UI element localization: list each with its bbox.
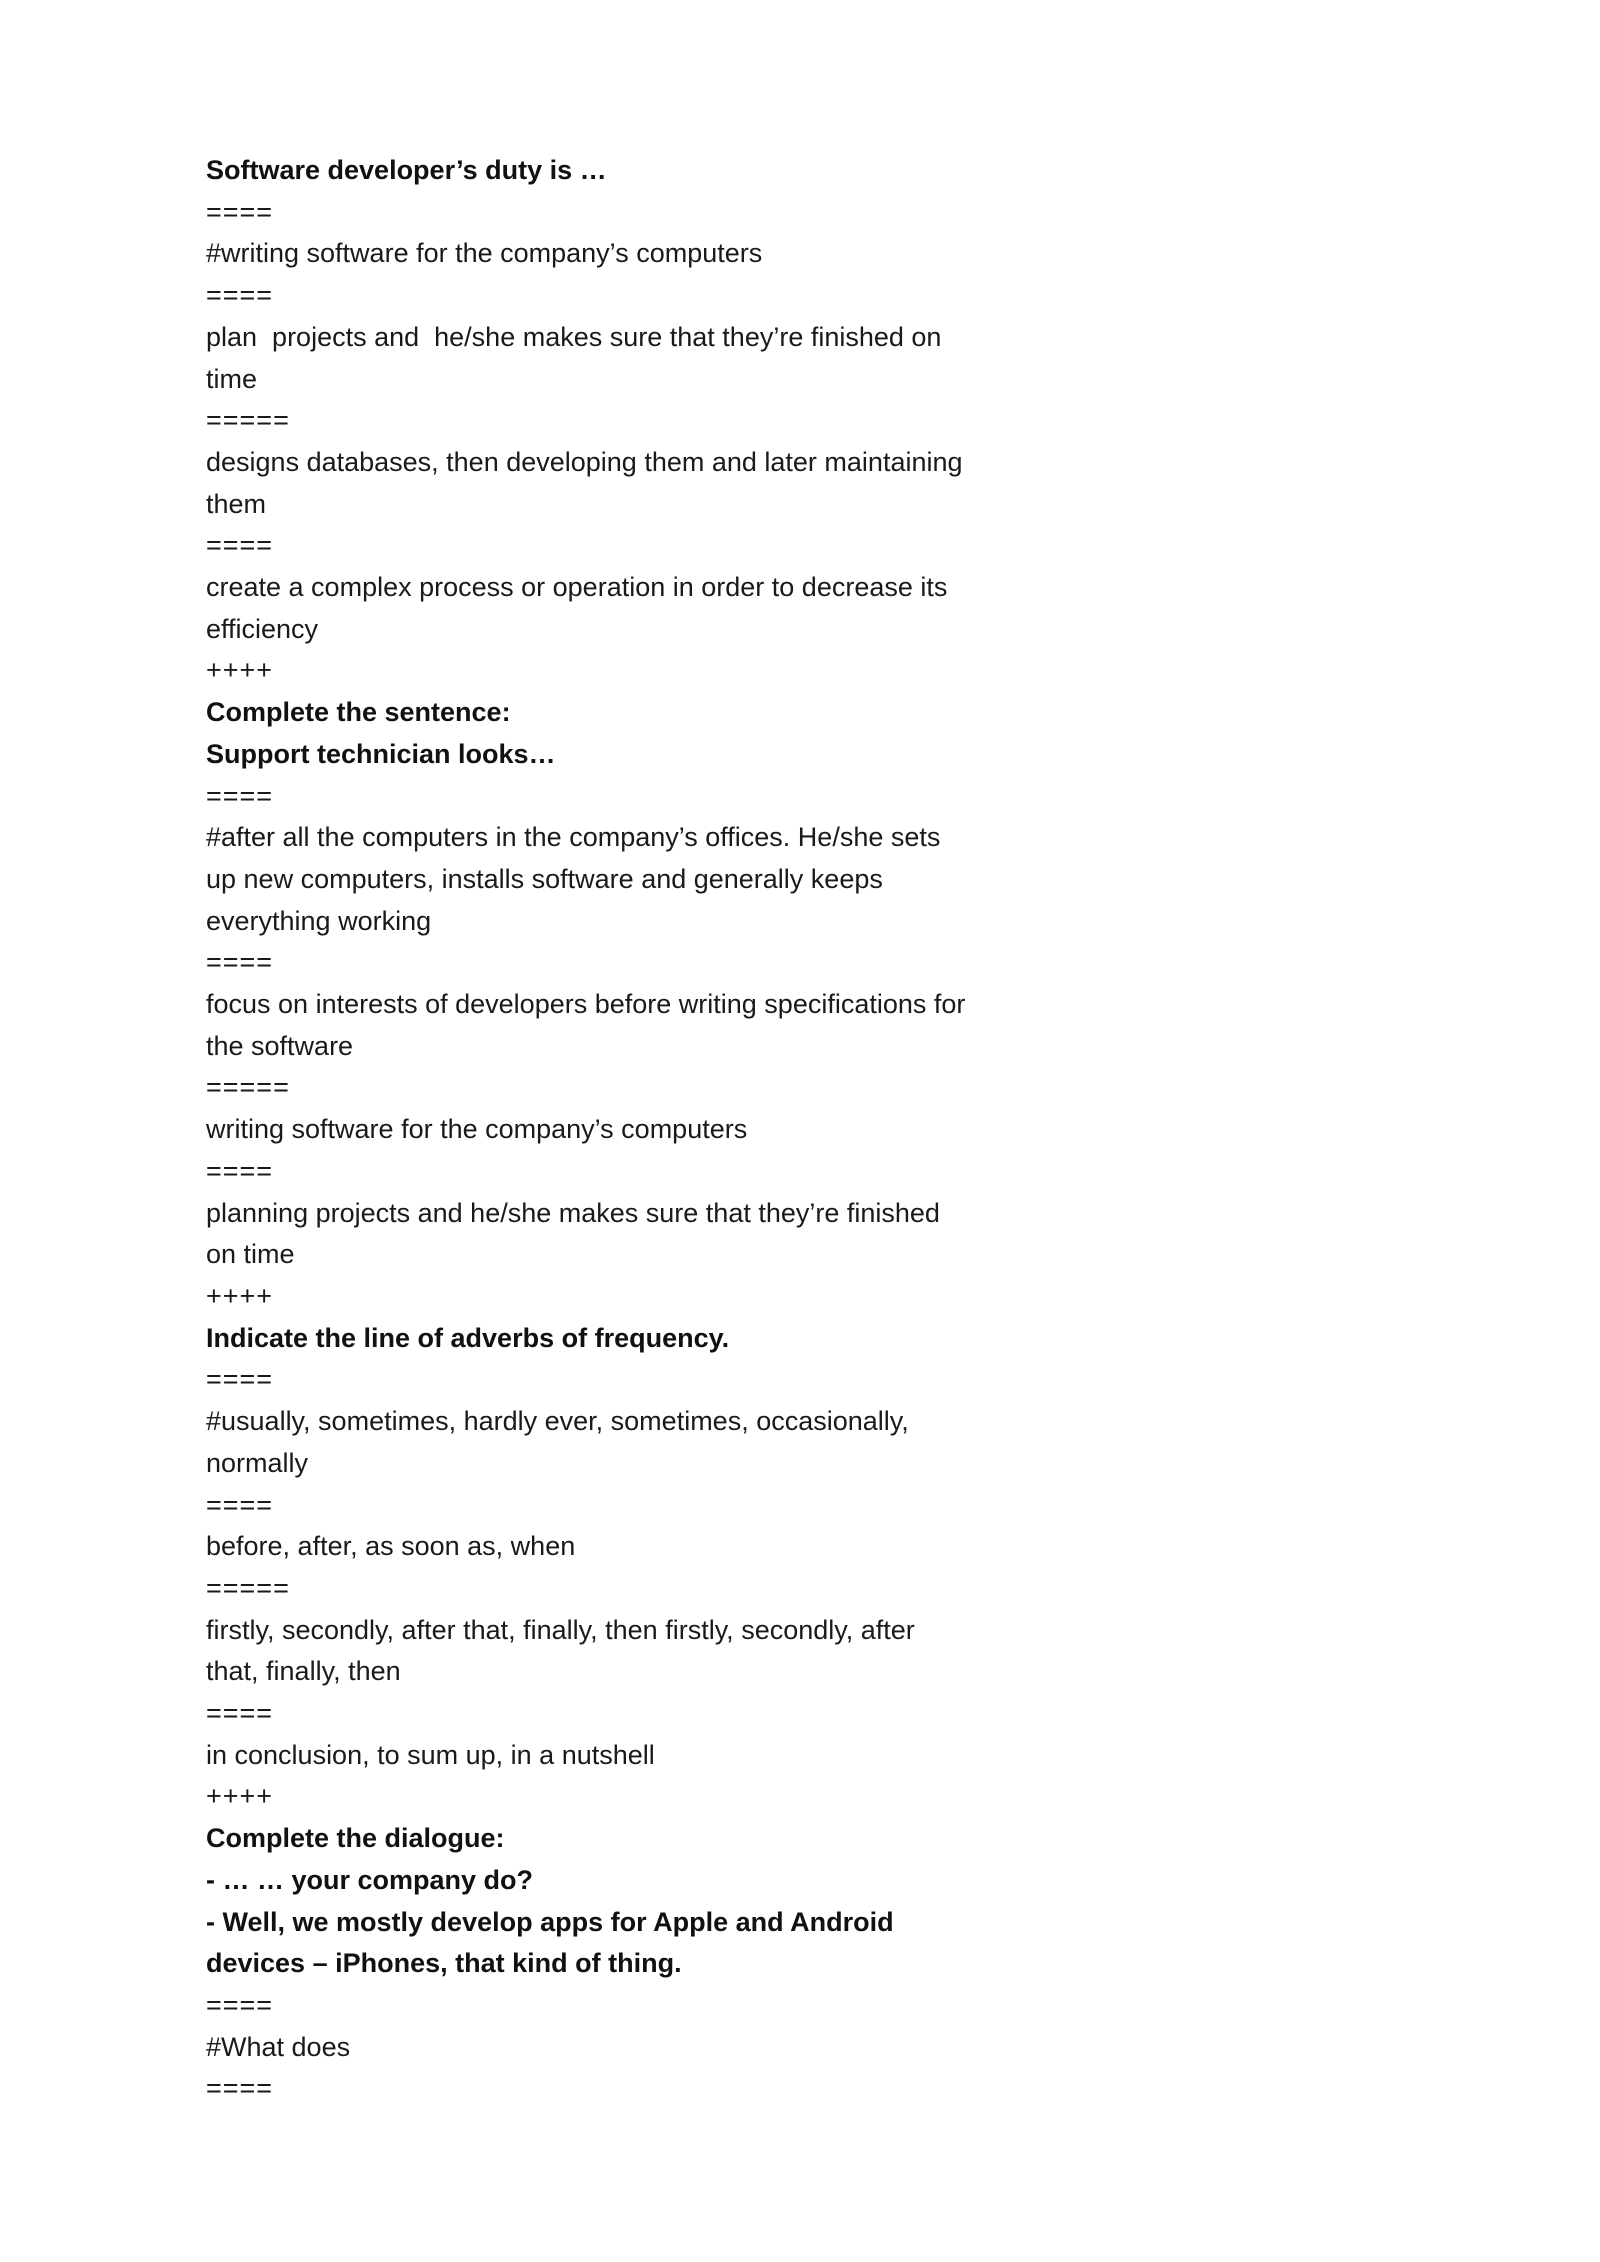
answer-option: create a complex process or operation in order to decrease its efficiency [206, 572, 955, 644]
document-body [206, 150, 978, 2110]
answer-option: #usually, sometimes, hardly ever, sometimes, occasionally, normally [206, 1406, 917, 1478]
answer-option: designs databases, then developing them and later maintaining them [206, 446, 978, 519]
separator: ==== [206, 1989, 274, 2020]
question-divider: ++++ [206, 655, 274, 686]
separator: ==== [206, 196, 274, 227]
question-1-text: Software developer’s duty is … [206, 155, 607, 185]
question-divider: ++++ [206, 1781, 274, 1812]
question-divider: ++++ [206, 1280, 274, 1311]
separator: ===== [206, 1572, 290, 1603]
answer-option: in conclusion, to sum up, in a nutshell [206, 1739, 655, 1770]
answer-option: focus on interests of developers before writing specifications for the software [206, 989, 973, 1061]
answer-option: #writing software for the company’s computers [206, 238, 763, 269]
question-4-instruction: Complete the dialogue: [206, 1823, 505, 1854]
answer-option: firstly, secondly, after that, finally, then firstly, secondly, after that, finally, then [206, 1614, 923, 1687]
separator: ==== [206, 1489, 274, 1520]
separator: ==== [206, 280, 274, 311]
answer-option: planning projects and he/she makes sure that they’re finished on time [206, 1197, 948, 1270]
answer-option: writing software for the company’s computers [206, 1114, 748, 1145]
answer-option: #after all the computers in the company’s offices. He/she sets up new computers, installs software and generally keeps everything working [206, 822, 948, 936]
question-4-dialogue-line: - Well, we mostly develop apps for Apple and Android devices – iPhones, that kind of thing. [206, 1906, 902, 1979]
question-2-instruction: Complete the sentence: [206, 697, 511, 728]
question-2-text: Support technician looks… [206, 738, 556, 769]
separator: ==== [206, 780, 274, 811]
separator: ==== [206, 1155, 274, 1186]
separator: ==== [206, 530, 274, 561]
separator: ===== [206, 405, 290, 436]
answer-option: plan projects and he/she makes sure that they’re finished on time [206, 321, 949, 394]
answer-option: before, after, as soon as, when [206, 1531, 576, 1562]
question-3-text: Indicate the line of adverbs of frequency. [206, 1322, 730, 1353]
answer-option: #What does [206, 2031, 351, 2062]
separator: ==== [206, 1698, 274, 1729]
question-4-dialogue-line: - … … your company do? [206, 1864, 534, 1895]
separator: ==== [206, 1364, 274, 1395]
separator: ==== [206, 947, 274, 978]
separator: ===== [206, 1072, 290, 1103]
separator: ==== [206, 2073, 274, 2104]
